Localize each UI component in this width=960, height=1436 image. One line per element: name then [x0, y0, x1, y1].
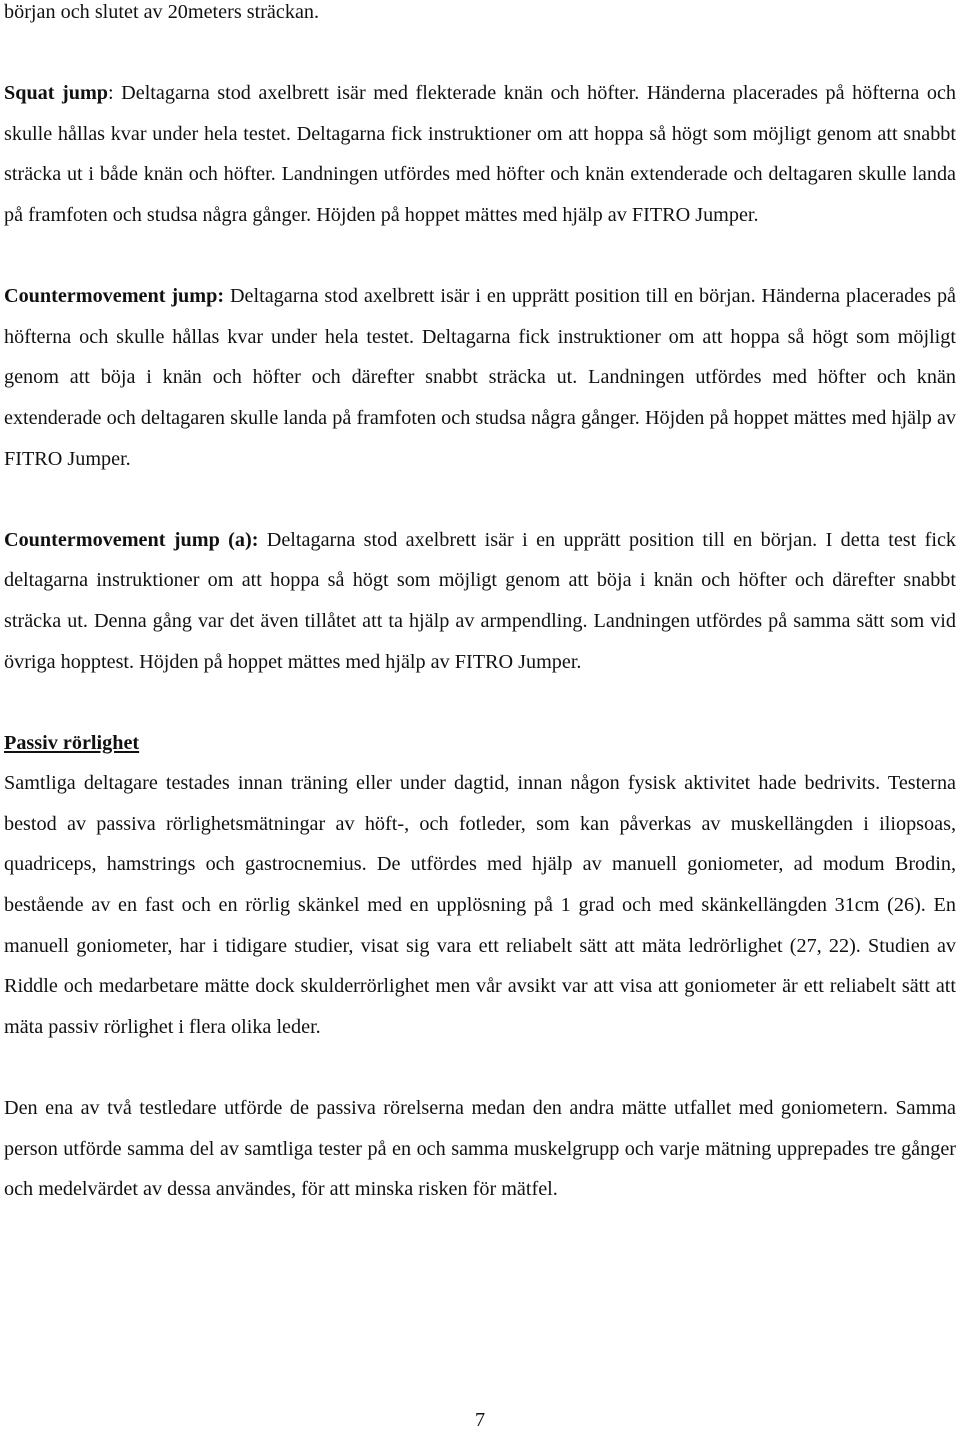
passiv-rorlighet-heading: Passiv rörlighet: [4, 731, 140, 754]
intro-tail-text: början och slutet av 20meters sträckan.: [4, 1, 320, 23]
passiv-rorlighet-text: Samtliga deltagare testades innan träning eller under dagtid, innan någon fysisk aktivitet hade bedrivits. Testerna bestod av passiva rörlighetsmätningar av höft-, och fotleder, som kan påverkas av muskellängden i iliopsoas, quadriceps, hamstrings och gastrocnemius. De utfördes med hjälp av manuell goniometer, ad modum Brodin, bestående av en fast och en rörlig skänkel med en upplösning på 1 grad och med skänkellängden 31cm (26). En manuell goniometer, har i tidigare studier, visat sig vara ett reliabelt sätt att mäta ledrörlighet (27, 22). Studien av Riddle och medarbetare mätte dock skulderrörlighet men vår avsikt var att visa att goniometer är ett reliabelt sätt att mäta passiv rörlighet i flera olika leder.: [4, 772, 956, 1038]
countermovement-jump-term: Countermovement jump:: [4, 285, 225, 308]
countermovement-jump-text: Deltagarna stod axelbrett isär i en upprätt position till en början. Händerna placerades på höfterna och skulle hållas kvar under hela testet. Deltagarna fick instruktioner om att hoppa så högt som möjligt genom att böja i knän och höfter och därefter snabbt sträcka ut. Landningen utfördes med höfter och knän extenderade och deltagaren skulle landa på framfoten och studsa några gånger. Höjden på hoppet mättes med hjälp av FITRO Jumper.: [4, 285, 956, 470]
paragraph-squat-jump: [4, 73, 956, 235]
countermovement-jump-a-text: Deltagarna stod axelbrett isär i en upprätt position till en början. I detta test fick deltagarna instruktioner om att hoppa så högt som möjligt genom att böja i knän och höfter och därefter snabbt sträcka ut. Denna gång var det även tillåtet att ta hjälp av armpendling. Landningen utfördes på samma sätt som vid övriga hopptest. Höjden på hoppet mättes med hjälp av FITRO Jumper.: [4, 528, 956, 673]
countermovement-jump-a-term: Countermovement jump (a):: [4, 528, 259, 551]
paragraph-gap: [4, 236, 956, 277]
paragraph-gap: [4, 33, 956, 74]
section-heading-passiv-rorlighet: [4, 723, 956, 764]
document-page: [4, 0, 956, 1210]
paragraph-countermovement-jump-a: [4, 520, 956, 682]
paragraph-passiv-rorlighet: [4, 763, 956, 1047]
paragraph-gap: [4, 479, 956, 520]
paragraph-intro-tail: [4, 0, 956, 33]
paragraph-testledare: [4, 1088, 956, 1210]
testledare-text: Den ena av två testledare utförde de passiva rörelserna medan den andra mätte utfallet med goniometern. Samma person utförde samma del av samtliga tester på en och samma muskelgrupp och varje mätning upprepades tre gånger och medelvärdet av dessa användes, för att minska risken för mätfel.: [4, 1097, 956, 1201]
page-footer: [0, 1408, 960, 1432]
squat-jump-text: : Deltagarna stod axelbrett isär med flekterade knän och höfter. Händerna placerades på höfterna och skulle hållas kvar under hela testet. Deltagarna fick instruktioner om att hoppa så högt som möjligt genom att snabbt sträcka ut i både knän och höfter. Landningen utfördes med höfter och knän extenderade och deltagaren skulle landa på framfoten och studsa några gånger. Höjden på hoppet mättes med hjälp av FITRO Jumper.: [4, 82, 957, 226]
paragraph-countermovement-jump: [4, 276, 956, 479]
paragraph-gap: [4, 1047, 956, 1088]
squat-jump-term: Squat jump: [4, 82, 109, 105]
page-number: 7: [474, 1409, 486, 1431]
paragraph-gap: [4, 682, 956, 723]
